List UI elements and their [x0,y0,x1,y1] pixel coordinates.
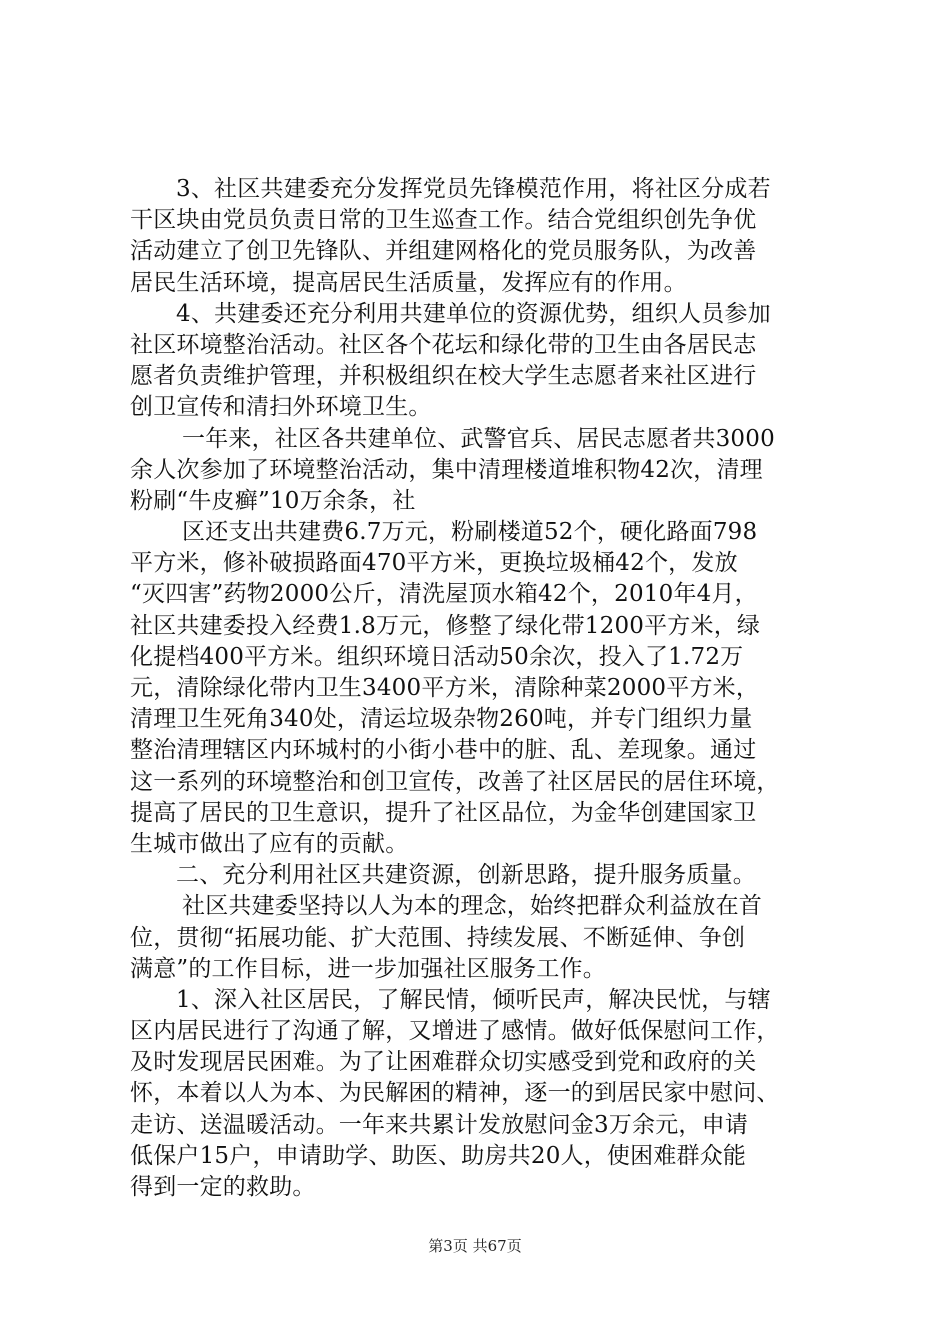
text-line: 一年来，社区各共建单位、武警官兵、居民志愿者共3000 [182,425,775,452]
text-line: 怀，本着以人为本、为民解困的精神，逐一的到居民家中慰问、 [130,1080,780,1107]
text-line: 干区块由党员负责日常的卫生巡查工作。结合党组织创先争优 [130,207,757,234]
text-line: 社区共建委坚持以人为本的理念，始终把群众利益放在首 [182,893,762,920]
text-line: 1、深入社区居民，了解民情，倾听民声，解决民忧，与辖 [176,986,771,1013]
text-line: 区内居民进行了沟通了解，又增进了感情。做好低保慰问工作， [130,1018,780,1045]
text-line: 活动建立了创卫先锋队、并组建网格化的党员服务队，为改善 [130,238,757,265]
text-line: 满意”的工作目标，进一步加强社区服务工作。 [130,955,606,982]
text-line: 走访、送温暖活动。一年来共累计发放慰问金3万余元，申请 [130,1111,749,1138]
text-line: 这一系列的环境整治和创卫宣传，改善了社区居民的居住环境， [130,768,780,795]
page-footer: 第3页 共67页 [428,1237,522,1255]
text-line: “灭四害”药物2000公斤，清洗屋顶水箱42个，2010年4月， [130,581,758,608]
text-line: 生城市做出了应有的贡献。 [130,830,409,857]
text-line: 社区共建委投入经费1.8万元，修整了绿化带1200平方米，绿 [130,612,761,639]
text-line: 创卫宣传和清扫外环境卫生。 [130,394,432,421]
text-line: 低保户15户，申请助学、助医、助房共20人，使困难群众能 [130,1142,747,1169]
text-line: 位，贯彻“拓展功能、扩大范围、持续发展、不断延伸、争创 [130,924,746,951]
text-line: 居民生活环境，提高居民生活质量，发挥应有的作用。 [130,269,687,296]
text-line: 元，清除绿化带内卫生3400平方米，清除种菜2000平方米， [130,675,760,701]
text-line: 平方米，修补破损路面470平方米，更换垃圾桶42个，发放 [130,550,738,577]
text-line: 区还支出共建费6.7万元，粉刷楼道52个，硬化路面798 [182,519,758,546]
text-line: 整治清理辖区内环城村的小街小巷中的脏、乱、差现象。通过 [130,737,757,764]
text-line: 粉刷“牛皮癣”10万余条，社 [130,487,416,514]
text-line: 余人次参加了环境整治活动，集中清理楼道堆积物42次，清理 [130,456,763,483]
text-line: 清理卫生死角340处，清运垃圾杂物260吨，并专门组织力量 [130,706,753,733]
text-line: 3、社区共建委充分发挥党员先锋模范作用，将社区分成若 [176,176,771,202]
document-body [130,174,830,1203]
text-line: 愿者负责维护管理，并积极组织在校大学生志愿者来社区进行 [130,363,757,390]
text-line: 二、充分利用社区共建资源，创新思路，提升服务质量。 [176,862,756,889]
text-line: 社区环境整治活动。社区各个花坛和绿化带的卫生由各居民志 [130,331,757,358]
text-line: 及时发现居民困难。为了让困难群众切实感受到党和政府的关 [130,1049,757,1076]
text-line: 化提档400平方米。组织环境日活动50余次，投入了1.72万 [130,643,744,670]
text-line: 4、共建委还充分利用共建单位的资源优势，组织人员参加 [176,300,771,327]
text-line: 得到一定的救助。 [130,1174,316,1200]
text-line: 提高了居民的卫生意识，提升了社区品位，为金华创建国家卫 [130,799,757,826]
